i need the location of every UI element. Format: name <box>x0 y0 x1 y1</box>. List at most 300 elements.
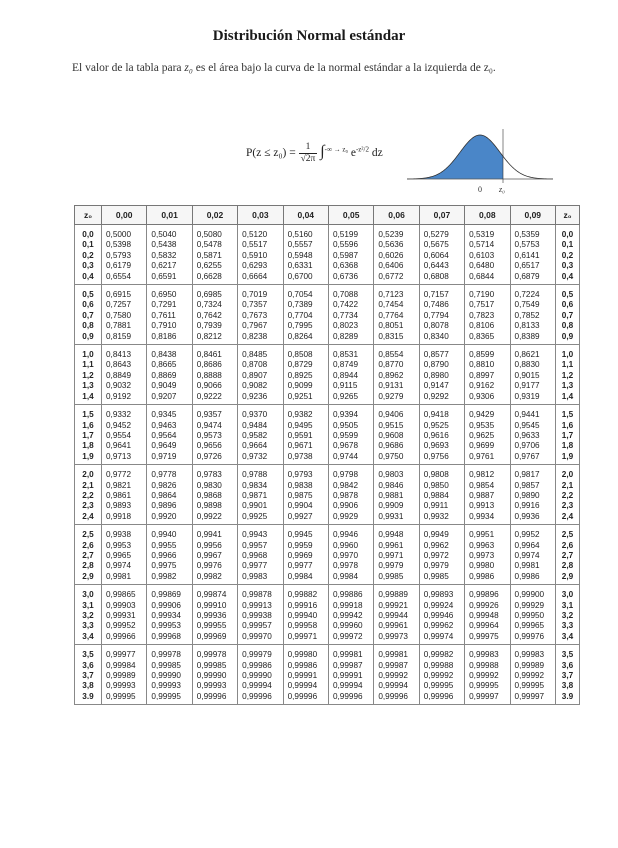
probability-cell: 0,9976 <box>192 561 237 571</box>
probability-cell: 0,5478 <box>192 240 237 250</box>
probability-cell: 0,99988 <box>465 661 510 671</box>
probability-cell: 0,9972 <box>419 551 464 561</box>
table-row <box>75 465 580 481</box>
probability-cell: 0,9982 <box>147 572 192 585</box>
probability-cell: 0,8531 <box>328 345 373 361</box>
probability-cell: 0,9929 <box>328 512 373 525</box>
column-header: 0,02 <box>192 206 237 225</box>
probability-cell: 0,9971 <box>374 551 419 561</box>
z-value-cell: 3,4 <box>556 632 580 645</box>
probability-cell: 0,9909 <box>374 501 419 511</box>
probability-cell: 0,9968 <box>238 551 283 561</box>
probability-cell: 0,99996 <box>419 692 464 705</box>
probability-cell: 0,9868 <box>192 491 237 501</box>
probability-cell: 0,9406 <box>374 405 419 421</box>
probability-cell: 0,9192 <box>102 392 147 405</box>
probability-cell: 0,9793 <box>283 465 328 481</box>
probability-cell: 0,6517 <box>510 261 555 271</box>
column-header: 0,04 <box>283 206 328 225</box>
probability-cell: 0,9535 <box>465 421 510 431</box>
probability-cell: 0,9896 <box>147 501 192 511</box>
probability-cell: 0,99918 <box>328 601 373 611</box>
probability-cell: 0,7794 <box>419 311 464 321</box>
z-value-cell: 0,2 <box>75 251 102 261</box>
probability-cell: 0,99955 <box>192 621 237 631</box>
probability-cell: 0,9953 <box>102 541 147 551</box>
probability-cell: 0,9948 <box>374 525 419 541</box>
z-value-cell: 1,4 <box>556 392 580 405</box>
probability-cell: 0,5675 <box>419 240 464 250</box>
probability-cell: 0,7357 <box>238 300 283 310</box>
shaded-area <box>407 135 503 179</box>
probability-cell: 0,99929 <box>510 601 555 611</box>
probability-cell: 0,9066 <box>192 381 237 391</box>
probability-cell: 0,9821 <box>102 481 147 491</box>
probability-cell: 0,6985 <box>192 285 237 301</box>
table-row <box>75 405 580 421</box>
probability-cell: 0,7291 <box>147 300 192 310</box>
probability-cell: 0,9429 <box>465 405 510 421</box>
probability-cell: 0,6179 <box>102 261 147 271</box>
probability-cell: 0,9236 <box>238 392 283 405</box>
formula-lhs: P(z ≤ z₀) = <box>246 147 296 160</box>
probability-cell: 0,9767 <box>510 452 555 465</box>
probability-cell: 0,9850 <box>419 481 464 491</box>
probability-cell: 0,9978 <box>328 561 373 571</box>
z-value-cell: 2,2 <box>556 491 580 501</box>
probability-cell: 0,99982 <box>419 645 464 661</box>
probability-cell: 0,9960 <box>328 541 373 551</box>
probability-cell: 0,99969 <box>192 632 237 645</box>
probability-cell: 0,99997 <box>510 692 555 705</box>
probability-cell: 0,99995 <box>465 681 510 691</box>
probability-cell: 0,9678 <box>328 441 373 451</box>
probability-cell: 0,9964 <box>510 541 555 551</box>
probability-cell: 0,9973 <box>465 551 510 561</box>
probability-cell: 0,9452 <box>102 421 147 431</box>
z-value-cell: 0,1 <box>556 240 580 250</box>
probability-cell: 0,9961 <box>374 541 419 551</box>
probability-cell: 0,9966 <box>147 551 192 561</box>
probability-cell: 0,9985 <box>374 572 419 585</box>
probability-cell: 0,6141 <box>510 251 555 261</box>
probability-cell: 0,9693 <box>419 441 464 451</box>
probability-cell: 0,99950 <box>510 611 555 621</box>
probability-cell: 0,9554 <box>102 431 147 441</box>
probability-cell: 0,5832 <box>147 251 192 261</box>
probability-cell: 0,99978 <box>147 645 192 661</box>
probability-cell: 0,99991 <box>283 671 328 681</box>
probability-cell: 0,6664 <box>238 272 283 285</box>
probability-cell: 0,7019 <box>238 285 283 301</box>
probability-cell: 0,9830 <box>192 481 237 491</box>
z-value-cell: 1,7 <box>556 431 580 441</box>
probability-cell: 0,99953 <box>147 621 192 631</box>
formula-dz: dz <box>371 147 383 160</box>
z-value-cell: 3,3 <box>556 621 580 631</box>
z-value-cell: 1,9 <box>75 452 102 465</box>
probability-cell: 0,99985 <box>147 661 192 671</box>
table-row <box>75 345 580 361</box>
z-value-cell: 3.9 <box>556 692 580 705</box>
probability-cell: 0,9932 <box>419 512 464 525</box>
probability-cell: 0,9633 <box>510 431 555 441</box>
probability-cell: 0,9306 <box>465 392 510 405</box>
probability-cell: 0,9082 <box>238 381 283 391</box>
z-value-cell: 1,5 <box>75 405 102 421</box>
z-value-cell: 2,9 <box>556 572 580 585</box>
table-row <box>75 300 580 310</box>
probability-cell: 0,99994 <box>374 681 419 691</box>
column-header: 0,00 <box>102 206 147 225</box>
probability-cell: 0,8686 <box>192 360 237 370</box>
z-value-cell: 2,3 <box>75 501 102 511</box>
probability-cell: 0,9162 <box>465 381 510 391</box>
probability-cell: 0,9222 <box>192 392 237 405</box>
probability-cell: 0,6915 <box>102 285 147 301</box>
probability-cell: 0,7224 <box>510 285 555 301</box>
probability-cell: 0,99944 <box>374 611 419 621</box>
probability-cell: 0,9834 <box>238 481 283 491</box>
probability-cell: 0,99995 <box>510 681 555 691</box>
z-value-cell: 2,3 <box>556 501 580 511</box>
probability-cell: 0,99990 <box>238 671 283 681</box>
probability-cell: 0,9940 <box>147 525 192 541</box>
probability-cell: 0,99913 <box>238 601 283 611</box>
probability-cell: 0,99985 <box>192 661 237 671</box>
probability-cell: 0,9981 <box>102 572 147 585</box>
z-value-cell: 3,2 <box>75 611 102 621</box>
probability-cell: 0,99926 <box>465 601 510 611</box>
probability-cell: 0,9982 <box>192 572 237 585</box>
probability-cell: 0,5596 <box>328 240 373 250</box>
probability-cell: 0,6950 <box>147 285 192 301</box>
intro-before: El valor de la tabla para <box>72 62 182 74</box>
table-row <box>75 661 580 671</box>
probability-cell: 0,9474 <box>192 421 237 431</box>
probability-cell: 0,7517 <box>465 300 510 310</box>
probability-cell: 0,99992 <box>510 671 555 681</box>
probability-cell: 0,99934 <box>147 611 192 621</box>
probability-cell: 0,7486 <box>419 300 464 310</box>
z-value-cell: 3,2 <box>556 611 580 621</box>
probability-cell: 0,9649 <box>147 441 192 451</box>
probability-cell: 0,99995 <box>147 692 192 705</box>
table-row <box>75 332 580 345</box>
probability-cell: 0,8413 <box>102 345 147 361</box>
probability-cell: 0,9875 <box>283 491 328 501</box>
intro-z0: z₀ <box>184 62 193 74</box>
probability-cell: 0,99878 <box>238 585 283 601</box>
probability-cell: 0,99962 <box>419 621 464 631</box>
z-value-cell: 1,2 <box>556 371 580 381</box>
z-value-cell: 1,5 <box>556 405 580 421</box>
probability-cell: 0,5910 <box>238 251 283 261</box>
probability-cell: 0,9015 <box>510 371 555 381</box>
probability-cell: 0,99996 <box>192 692 237 705</box>
table-row <box>75 261 580 271</box>
z-value-cell: 2,7 <box>556 551 580 561</box>
probability-cell: 0,7580 <box>102 311 147 321</box>
probability-cell: 0,8944 <box>328 371 373 381</box>
table-row <box>75 671 580 681</box>
probability-cell: 0,7324 <box>192 300 237 310</box>
probability-cell: 0,99981 <box>328 645 373 661</box>
probability-cell: 0,99992 <box>419 671 464 681</box>
probability-cell: 0,9525 <box>419 421 464 431</box>
probability-cell: 0,9983 <box>238 572 283 585</box>
z-value-cell: 0,7 <box>75 311 102 321</box>
probability-cell: 0,9857 <box>510 481 555 491</box>
probability-cell: 0,9664 <box>238 441 283 451</box>
probability-cell: 0,9959 <box>283 541 328 551</box>
probability-cell: 0,6591 <box>147 272 192 285</box>
probability-cell: 0,99965 <box>510 621 555 631</box>
probability-cell: 0,9861 <box>102 491 147 501</box>
probability-cell: 0,99952 <box>102 621 147 631</box>
z-value-cell: 2,8 <box>556 561 580 571</box>
probability-cell: 0,9761 <box>465 452 510 465</box>
probability-cell: 0,5160 <box>283 225 328 241</box>
probability-cell: 0,9974 <box>102 561 147 571</box>
probability-cell: 0,9545 <box>510 421 555 431</box>
probability-cell: 0,9826 <box>147 481 192 491</box>
table-row <box>75 321 580 331</box>
probability-cell: 0,9979 <box>419 561 464 571</box>
probability-cell: 0,99972 <box>328 632 373 645</box>
probability-cell: 0,99993 <box>147 681 192 691</box>
probability-cell: 0,8729 <box>283 360 328 370</box>
probability-cell: 0,9772 <box>102 465 147 481</box>
probability-cell: 0,6808 <box>419 272 464 285</box>
probability-cell: 0,7995 <box>283 321 328 331</box>
probability-cell: 0,6879 <box>510 272 555 285</box>
probability-cell: 0,8907 <box>238 371 283 381</box>
z-value-cell: 3,5 <box>75 645 102 661</box>
probability-cell: 0,5080 <box>192 225 237 241</box>
z-value-cell: 1,3 <box>556 381 580 391</box>
z-value-cell: 0,1 <box>75 240 102 250</box>
probability-cell: 0,5714 <box>465 240 510 250</box>
probability-cell: 0,9898 <box>192 501 237 511</box>
probability-cell: 0,99957 <box>238 621 283 631</box>
probability-cell: 0,8485 <box>238 345 283 361</box>
probability-cell: 0,99961 <box>374 621 419 631</box>
probability-cell: 0,7157 <box>419 285 464 301</box>
probability-cell: 0,99924 <box>419 601 464 611</box>
table-row <box>75 285 580 301</box>
probability-cell: 0,9495 <box>283 421 328 431</box>
probability-cell: 0,8790 <box>419 360 464 370</box>
probability-cell: 0,8830 <box>510 360 555 370</box>
probability-cell: 0,6772 <box>374 272 419 285</box>
probability-cell: 0,99960 <box>328 621 373 631</box>
probability-cell: 0,9911 <box>419 501 464 511</box>
probability-cell: 0,99973 <box>374 632 419 645</box>
probability-cell: 0,9279 <box>374 392 419 405</box>
probability-cell: 0,9418 <box>419 405 464 421</box>
probability-cell: 0,8749 <box>328 360 373 370</box>
probability-cell: 0,99906 <box>147 601 192 611</box>
probability-cell: 0,5199 <box>328 225 373 241</box>
z-value-cell: 3,7 <box>556 671 580 681</box>
probability-cell: 0,9713 <box>102 452 147 465</box>
probability-cell: 0,99948 <box>465 611 510 621</box>
probability-cell: 0,8770 <box>374 360 419 370</box>
probability-cell: 0,99889 <box>374 585 419 601</box>
probability-cell: 0,99968 <box>147 632 192 645</box>
probability-cell: 0,6406 <box>374 261 419 271</box>
probability-cell: 0,8925 <box>283 371 328 381</box>
z-value-cell: 2,7 <box>75 551 102 561</box>
z-value-cell: 2,6 <box>556 541 580 551</box>
probability-cell: 0,99989 <box>102 671 147 681</box>
z-value-cell: 0,9 <box>556 332 580 345</box>
probability-cell: 0,9582 <box>238 431 283 441</box>
probability-cell: 0,9984 <box>328 572 373 585</box>
probability-cell: 0,99942 <box>328 611 373 621</box>
table-row <box>75 585 580 601</box>
z-value-cell: 3,8 <box>75 681 102 691</box>
probability-cell: 0,9484 <box>238 421 283 431</box>
probability-cell: 0,8888 <box>192 371 237 381</box>
z-value-cell: 1,3 <box>75 381 102 391</box>
probability-cell: 0,99990 <box>147 671 192 681</box>
probability-cell: 0,9608 <box>374 431 419 441</box>
probability-cell: 0,7422 <box>328 300 373 310</box>
probability-cell: 0,9927 <box>283 512 328 525</box>
probability-cell: 0,9934 <box>465 512 510 525</box>
z-value-cell: 1,7 <box>75 431 102 441</box>
probability-cell: 0,9573 <box>192 431 237 441</box>
z-value-cell: 1,4 <box>75 392 102 405</box>
label-z0: z₀ <box>499 185 505 194</box>
probability-cell: 0,99896 <box>465 585 510 601</box>
probability-cell: 0,9946 <box>328 525 373 541</box>
probability-cell: 0,99993 <box>102 681 147 691</box>
probability-cell: 0,99975 <box>465 632 510 645</box>
probability-cell: 0,7823 <box>465 311 510 321</box>
z-value-cell: 2,0 <box>556 465 580 481</box>
probability-cell: 0,9803 <box>374 465 419 481</box>
probability-cell: 0,9370 <box>238 405 283 421</box>
probability-cell: 0,9641 <box>102 441 147 451</box>
probability-cell: 0,7190 <box>465 285 510 301</box>
probability-cell: 0,99886 <box>328 585 373 601</box>
formula-fraction <box>299 142 318 165</box>
table-row <box>75 421 580 431</box>
column-header: 0,03 <box>238 206 283 225</box>
probability-cell: 0,6844 <box>465 272 510 285</box>
probability-cell: 0,8264 <box>283 332 328 345</box>
probability-cell: 0,9945 <box>283 525 328 541</box>
probability-cell: 0,6217 <box>147 261 192 271</box>
probability-cell: 0,8289 <box>328 332 373 345</box>
probability-cell: 0,99986 <box>238 661 283 671</box>
probability-cell: 0,99900 <box>510 585 555 601</box>
probability-cell: 0,8023 <box>328 321 373 331</box>
probability-cell: 0,8133 <box>510 321 555 331</box>
normal-curve-figure <box>405 125 555 197</box>
probability-cell: 0,9913 <box>465 501 510 511</box>
z-table <box>74 205 580 705</box>
probability-cell: 0,99993 <box>192 681 237 691</box>
probability-cell: 0,9783 <box>192 465 237 481</box>
table-row <box>75 431 580 441</box>
probability-cell: 0,9756 <box>419 452 464 465</box>
probability-cell: 0,7454 <box>374 300 419 310</box>
probability-cell: 0,9738 <box>283 452 328 465</box>
table-row <box>75 240 580 250</box>
z-value-cell: 0,8 <box>75 321 102 331</box>
probability-cell: 0,9463 <box>147 421 192 431</box>
table-row <box>75 512 580 525</box>
table-row <box>75 311 580 321</box>
probability-cell: 0,9980 <box>465 561 510 571</box>
probability-cell: 0,9719 <box>147 452 192 465</box>
z-value-cell: 3,5 <box>556 645 580 661</box>
probability-cell: 0,9967 <box>192 551 237 561</box>
probability-cell: 0,9706 <box>510 441 555 451</box>
probability-cell: 0,99978 <box>192 645 237 661</box>
z-value-cell: 2,4 <box>75 512 102 525</box>
probability-cell: 0,7054 <box>283 285 328 301</box>
z-value-cell: 0,6 <box>75 300 102 310</box>
probability-cell: 0,8078 <box>419 321 464 331</box>
table-row <box>75 371 580 381</box>
probability-cell: 0,9970 <box>328 551 373 561</box>
probability-cell: 0,5040 <box>147 225 192 241</box>
probability-cell: 0,5753 <box>510 240 555 250</box>
probability-cell: 0,9599 <box>328 431 373 441</box>
probability-cell: 0,9943 <box>238 525 283 541</box>
probability-cell: 0,9949 <box>419 525 464 541</box>
probability-cell: 0,99995 <box>419 681 464 691</box>
probability-cell: 0,5793 <box>102 251 147 261</box>
probability-cell: 0,99996 <box>283 692 328 705</box>
probability-cell: 0,9977 <box>283 561 328 571</box>
probability-cell: 0,99931 <box>102 611 147 621</box>
probability-cell: 0,6700 <box>283 272 328 285</box>
probability-cell: 0,6064 <box>419 251 464 261</box>
probability-cell: 0,99987 <box>374 661 419 671</box>
probability-cell: 0,99987 <box>328 661 373 671</box>
probability-cell: 0,99996 <box>374 692 419 705</box>
probability-cell: 0,9441 <box>510 405 555 421</box>
probability-cell: 0,99991 <box>328 671 373 681</box>
z-value-cell: 1,9 <box>556 452 580 465</box>
probability-cell: 0,9974 <box>510 551 555 561</box>
probability-cell: 0,8849 <box>102 371 147 381</box>
probability-cell: 0,9878 <box>328 491 373 501</box>
probability-cell: 0,9975 <box>147 561 192 571</box>
probability-cell: 0,9817 <box>510 465 555 481</box>
probability-cell: 0,99983 <box>510 645 555 661</box>
probability-cell: 0,9625 <box>465 431 510 441</box>
column-header: 0,09 <box>510 206 555 225</box>
z-value-cell: 1,0 <box>75 345 102 361</box>
probability-cell: 0,8212 <box>192 332 237 345</box>
z-value-cell: 0,4 <box>556 272 580 285</box>
z-value-cell: 3,6 <box>556 661 580 671</box>
probability-cell: 0,9893 <box>102 501 147 511</box>
probability-cell: 0,7549 <box>510 300 555 310</box>
probability-cell: 0,99958 <box>283 621 328 631</box>
probability-cell: 0,5319 <box>465 225 510 241</box>
probability-cell: 0,99971 <box>283 632 328 645</box>
probability-cell: 0,7939 <box>192 321 237 331</box>
z-value-cell: 1,0 <box>556 345 580 361</box>
